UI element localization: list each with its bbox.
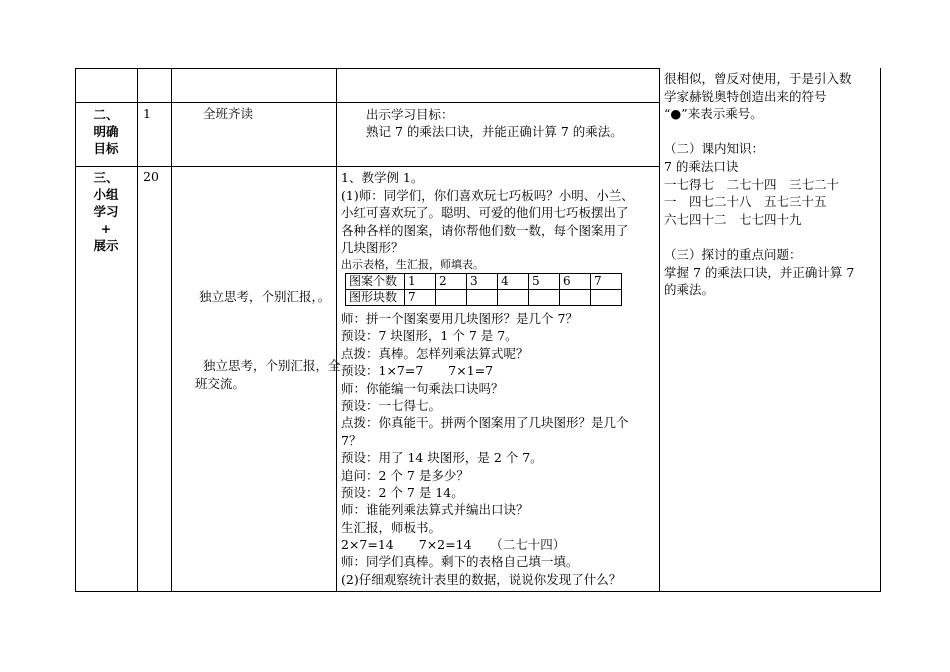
student-line: 独立思考，个别汇报，全 — [203, 358, 341, 373]
notes-line: “●”来表示乘号。 — [664, 106, 763, 122]
teacher-line: 预设：用了 14 块图形，是 2 个 7。 — [341, 450, 543, 466]
table-border-right — [880, 68, 881, 592]
section-heading — [77, 169, 135, 254]
row-divider — [75, 68, 660, 69]
notes-line: （三）探讨的重点问题： — [664, 246, 802, 262]
teacher-line: 师：谁能列乘法算式并编出口诀？ — [341, 502, 529, 518]
row-divider — [75, 102, 660, 103]
table-cell — [529, 290, 560, 306]
teacher-note: 出示表格，生汇报，师填表。 — [341, 257, 484, 271]
column-divider — [137, 68, 138, 592]
section-heading-line: 目标 — [93, 141, 119, 156]
notes-line: 很相似，曾反对使用，于是引入数 — [664, 71, 852, 86]
teacher-line: (2)仔细观察统计表里的数据，说说你发现了什么？ — [341, 571, 622, 587]
lesson-plan-table — [75, 68, 881, 592]
table-cell: 1 — [405, 274, 436, 290]
table-cell — [498, 290, 529, 306]
notes-line: （二）课内知识： — [664, 141, 765, 157]
teacher-line: 1、教学例 1。 — [341, 170, 424, 185]
teacher-line: 熟记 7 的乘法口诀，并能正确计算 7 的乘法。 — [366, 124, 623, 139]
section-heading-line: 展示 — [93, 238, 119, 253]
student-line: 班交流。 — [195, 376, 246, 391]
table-header-cell: 图案个数 — [346, 274, 405, 290]
column-divider — [659, 68, 660, 592]
teacher-activity — [341, 310, 629, 588]
notes-line: 六七四十二 七七四十九 — [664, 211, 802, 227]
table-cell: 7 — [405, 290, 436, 306]
notes-line: 一 四七二十八 五七三十五 — [664, 194, 827, 210]
teacher-line: 生汇报，师板书。 — [341, 519, 442, 535]
table-row — [346, 274, 622, 290]
table-cell — [591, 290, 622, 306]
notes-column — [664, 70, 878, 299]
column-divider — [171, 68, 172, 592]
table-header-cell: 图形块数 — [346, 290, 405, 306]
section-heading-line: 小组 — [93, 187, 119, 202]
student-activity: 独立思考，个别汇报，。 — [199, 289, 331, 304]
teacher-line: 追问：2 个 7 是多少？ — [341, 467, 469, 483]
section-heading-line: 二、 — [93, 107, 119, 122]
teacher-line: 7？ — [341, 432, 362, 448]
teacher-line: 师：你能编一句乘法口诀吗？ — [341, 380, 504, 396]
teacher-line: 预设：1×7=7 7×1=7 — [341, 363, 494, 379]
notes-line: 一七得七 二七十四 三七二十 — [664, 176, 840, 192]
notes-line: 掌握 7 的乘法口诀，并正确计算 7 — [664, 264, 855, 280]
column-divider — [336, 68, 337, 592]
teacher-line: 师：同学们真棒。剩下的表格自己填一填。 — [341, 554, 579, 570]
teacher-line: 出示学习目标： — [366, 107, 454, 122]
table-border-left — [75, 68, 76, 592]
notes-line: 7 的乘法口诀 — [664, 158, 739, 174]
table-cell: 4 — [498, 274, 529, 290]
section-heading — [77, 106, 135, 157]
notes-line: 学家赫锐奥特创造出来的符号 — [664, 88, 827, 104]
table-row — [346, 290, 622, 306]
table-cell — [436, 290, 467, 306]
section-heading-line: 明确 — [93, 124, 119, 139]
notes-line — [664, 123, 878, 141]
table-cell: 7 — [591, 274, 622, 290]
notes-line: 的乘法。 — [664, 282, 715, 298]
student-activity: 全班齐读 — [203, 106, 254, 121]
pattern-count-table — [345, 273, 622, 306]
teacher-line: (1)师：同学们，你们喜欢玩七巧板吗？小明、小兰、 — [341, 187, 634, 203]
teacher-activity — [366, 106, 623, 140]
notes-line — [664, 228, 878, 246]
teacher-line: 预设：7 块图形，1 个 7 是 7。 — [341, 328, 518, 344]
table-border-bottom — [75, 591, 881, 592]
student-activity — [195, 357, 341, 393]
teacher-line: 点拨：真棒。怎样列乘法算式呢？ — [341, 345, 529, 361]
section-heading-line: 三、 — [93, 170, 119, 185]
teacher-line: 预设：一七得七。 — [341, 397, 442, 413]
teacher-line: 预设：2 个 7 是 14。 — [341, 484, 464, 500]
table-cell — [467, 290, 498, 306]
table-cell: 2 — [436, 274, 467, 290]
section-heading-line: + — [100, 221, 112, 236]
teacher-line: 点拨：你真能干。拼两个图案用了几块图形？是几个 — [341, 415, 629, 431]
minutes-value: 20 — [143, 169, 159, 184]
teacher-line: 师：拼一个图案要用几块图形？是几个 7？ — [341, 311, 578, 326]
teacher-line: 小红可喜欢玩了。聪明、可爱的他们用七巧板摆出了 — [341, 205, 629, 221]
row-divider — [75, 166, 660, 167]
table-cell — [560, 290, 591, 306]
teacher-line: 2×7=14 7×2=14 （二七十四） — [341, 537, 566, 553]
teacher-line: 各种各样的图案，请你帮他们数一数，每个图案用了 — [341, 222, 629, 238]
teacher-activity — [341, 169, 634, 272]
table-cell: 3 — [467, 274, 498, 290]
section-heading-line: 学习 — [93, 204, 119, 219]
teacher-line: 几块图形？ — [341, 240, 404, 256]
minutes-value: 1 — [143, 106, 151, 121]
table-cell: 6 — [560, 274, 591, 290]
table-cell: 5 — [529, 274, 560, 290]
